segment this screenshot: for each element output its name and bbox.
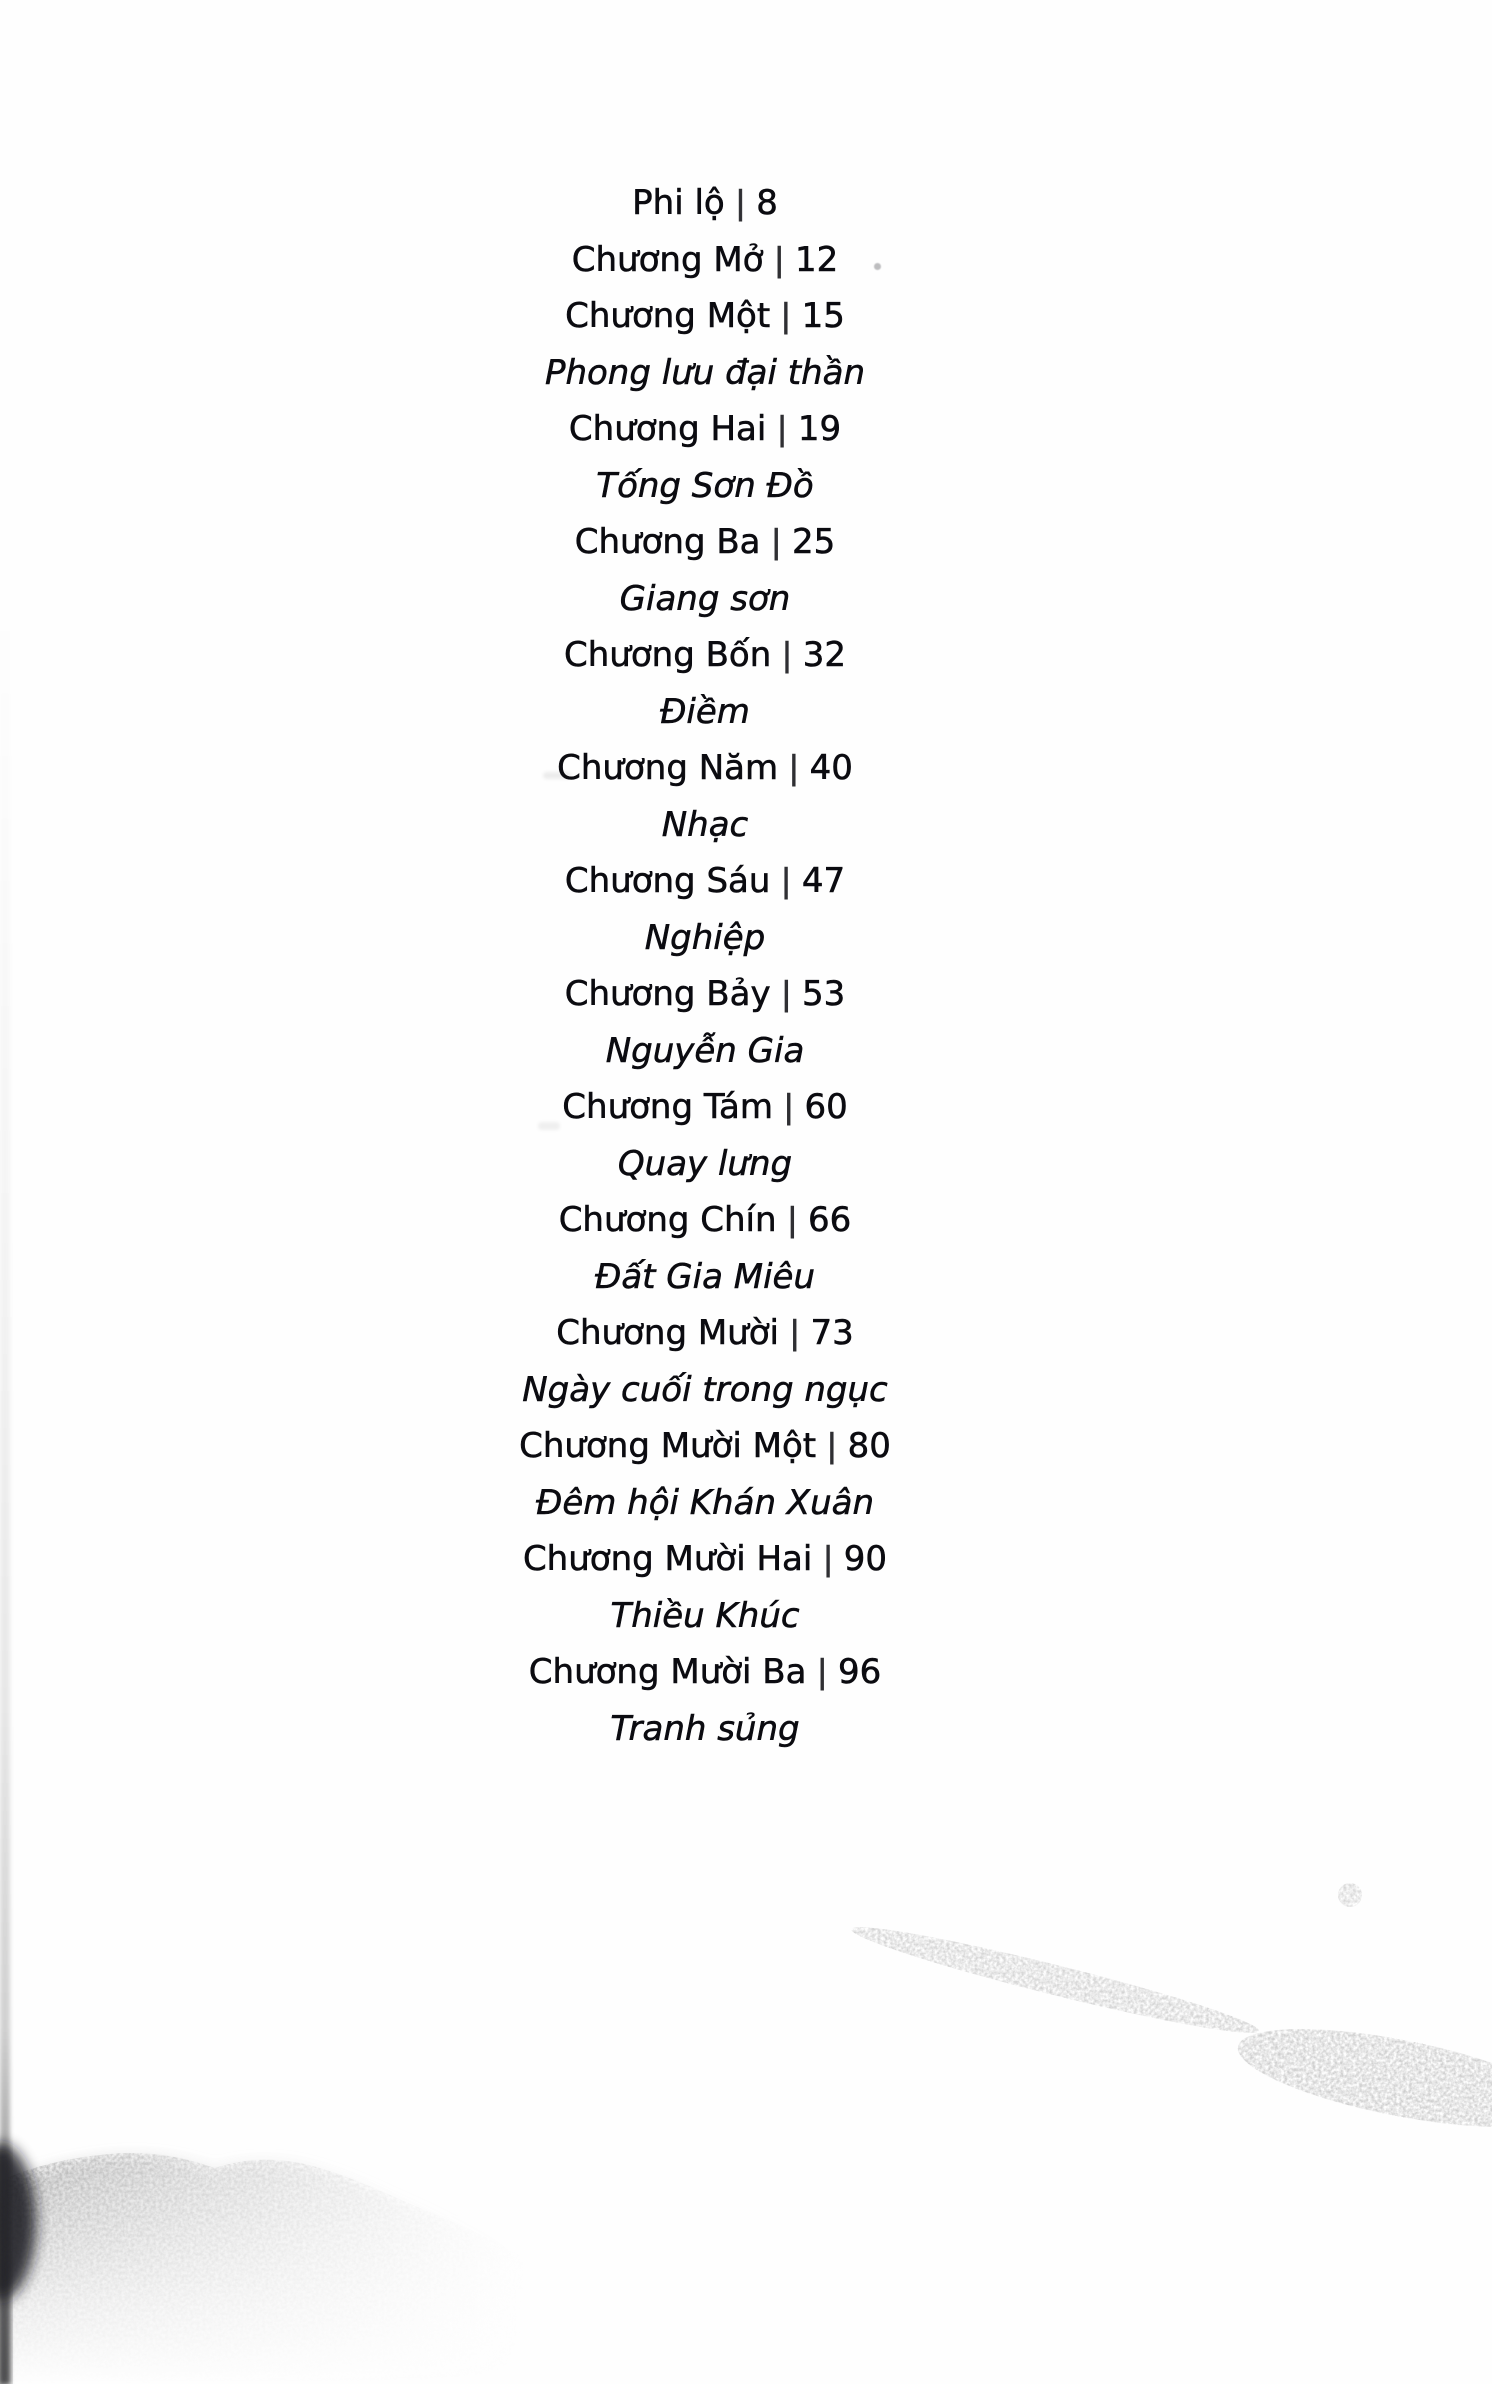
chapter-subtitle: Giang sơn <box>619 578 791 619</box>
scan-smudge <box>538 1122 560 1130</box>
chapter-subtitle: Đêm hội Khán Xuân <box>535 1482 875 1523</box>
toc-entry <box>0 740 1410 797</box>
chapter-subtitle: Điềm <box>660 691 750 732</box>
speckle-streak-lower <box>1231 2009 1492 2147</box>
chapter-title: Chương Một <box>565 296 771 336</box>
toc-entry <box>0 1418 1410 1475</box>
separator-bar: | <box>826 1427 838 1466</box>
chapter-title: Chương Mười <box>556 1313 779 1353</box>
toc-entry <box>0 232 1410 289</box>
toc-entry <box>0 1192 1410 1249</box>
wash-mountain-grain <box>0 2153 530 2384</box>
speckle-streak-upper <box>848 1915 1263 2046</box>
page-number: 12 <box>794 239 839 280</box>
page-number: 53 <box>802 974 846 1014</box>
page-number: 90 <box>843 1539 888 1579</box>
separator-bar: | <box>770 523 782 562</box>
chapter-title: Chương Mười Một <box>519 1426 817 1466</box>
toc-entry <box>0 1531 1410 1588</box>
chapter-title: Chương Chín <box>558 1200 777 1240</box>
page-number: 32 <box>802 635 846 675</box>
toc-entry <box>0 514 1410 571</box>
separator-bar: | <box>782 1088 795 1127</box>
toc-entry <box>0 1305 1410 1362</box>
chapter-subtitle: Nghiệp <box>644 917 766 958</box>
separator-bar: | <box>786 1201 799 1240</box>
chapter-title: Chương Bốn <box>564 635 772 675</box>
chapter-subtitle: Tranh sủng <box>610 1708 800 1749</box>
separator-bar: | <box>781 636 793 675</box>
separator-bar: | <box>780 862 792 901</box>
toc-entry <box>0 627 1410 684</box>
separator-bar: | <box>788 749 800 788</box>
chapter-title: Phi lộ <box>632 183 725 223</box>
chapter-subtitle: Nhạc <box>661 804 749 845</box>
chapter-subtitle: Ngày cuối trong ngục <box>522 1369 888 1410</box>
page-number: 73 <box>810 1313 854 1353</box>
toc-entry <box>0 175 1410 232</box>
ink-wash-texture <box>0 1850 1492 2384</box>
page-number: 66 <box>808 1200 852 1240</box>
chapter-title: Chương Bảy <box>564 974 771 1014</box>
chapter-title: Chương Ba <box>574 522 761 562</box>
page-number: 47 <box>801 861 846 901</box>
toc-entry <box>0 966 1410 1023</box>
chapter-subtitle: Phong lưu đại thần <box>544 352 866 393</box>
separator-bar: | <box>780 975 793 1014</box>
page-number: 25 <box>791 522 836 562</box>
toc-entry <box>0 288 1410 345</box>
chapter-subtitle: Đất Gia Miêu <box>594 1256 815 1297</box>
toc-entry <box>0 1079 1410 1136</box>
wash-left-streak <box>0 2150 8 2384</box>
separator-bar: | <box>822 1540 834 1579</box>
chapter-subtitle: Nguyễn Gia <box>605 1030 805 1071</box>
toc-entry <box>0 853 1410 910</box>
page-number: 60 <box>804 1087 848 1127</box>
scan-smudge <box>543 772 571 779</box>
page-number: 80 <box>847 1426 891 1466</box>
scan-speck <box>874 263 881 270</box>
page-number: 96 <box>837 1652 882 1692</box>
page-number: 40 <box>809 748 853 788</box>
chapter-title: Chương Mười Ba <box>528 1652 807 1692</box>
chapter-title: Chương Mở <box>571 239 764 280</box>
speckle-dot <box>1338 1883 1362 1907</box>
chapter-subtitle: Quay lưng <box>617 1143 793 1184</box>
separator-bar: | <box>816 1653 828 1692</box>
separator-bar: | <box>788 1314 801 1353</box>
chapter-title: Chương Hai <box>568 409 767 449</box>
separator-bar: | <box>776 410 788 449</box>
toc-entry <box>0 401 1410 458</box>
chapter-subtitle: Thiều Khúc <box>610 1595 800 1636</box>
toc-entry <box>0 1644 1410 1701</box>
page-number: 8 <box>756 183 778 223</box>
separator-bar: | <box>734 184 747 223</box>
page-number: 19 <box>797 409 842 449</box>
chapter-title: Chương Sáu <box>564 861 771 901</box>
table-of-contents <box>0 175 1410 1757</box>
chapter-title: Chương Tám <box>562 1087 773 1127</box>
chapter-title: Chương Mười Hai <box>522 1539 813 1579</box>
chapter-subtitle: Tống Sơn Đồ <box>596 465 814 506</box>
chapter-title: Chương Năm <box>557 748 779 788</box>
separator-bar: | <box>780 297 792 336</box>
separator-bar: | <box>773 240 785 279</box>
page-number: 15 <box>801 296 845 336</box>
